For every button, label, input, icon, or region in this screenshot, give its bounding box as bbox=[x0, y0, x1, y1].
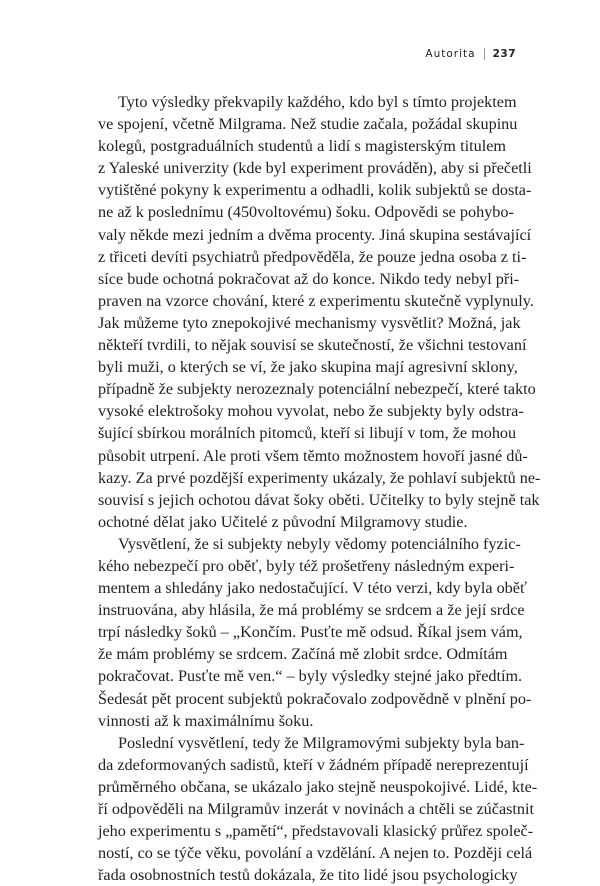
text-line: vinnosti až k maximálnímu šoku. bbox=[98, 711, 314, 730]
running-header bbox=[425, 48, 516, 60]
text-line: kolegů, postgraduálních studentů a lidí s magisterským titulem bbox=[98, 137, 506, 156]
text-line: souvisí s jejich ochotou dávat šoky oběti. Učitelky to byly stejně tak bbox=[98, 490, 540, 509]
text-line: průměrného občana, se ukázalo jako stejně neuspokojivé. Lidé, kte- bbox=[98, 777, 538, 796]
page-number: 237 bbox=[492, 48, 516, 60]
paragraph bbox=[98, 533, 532, 732]
text-line: ochotné dělat jako Učitelé z původní Milgramovy studie. bbox=[98, 512, 468, 531]
text-line: působit utrpení. Ale proti všem těmto možnostem hovoří jasné dů- bbox=[98, 446, 528, 465]
text-line: vytištěné pokyny k experimentu a odhadli, kolik subjektů se dosta- bbox=[98, 181, 532, 200]
text-line: instruována, aby hlásila, že má problémy se srdcem a že její srdce bbox=[98, 601, 525, 620]
text-line: Vysvětlení, že si subjekty nebyly vědomy potenciálního fyzic- bbox=[118, 534, 521, 553]
text-line: případně že subjekty nerozeznaly potenciální nebezpečí, které takto bbox=[98, 380, 536, 399]
text-line: Jak můžeme tyto znepokojivé mechanismy vysvětlit? Možná, jak bbox=[98, 313, 521, 332]
text-line: ností, co se týče věku, povolání a vzdělání. A nejen to. Později celá bbox=[98, 844, 533, 863]
text-line: že mám problémy se srdcem. Začíná mě zlobit srdce. Odmítám bbox=[98, 645, 508, 664]
text-line: da zdeformovaných sadistů, kteří v žádném případě nereprezentují bbox=[98, 755, 529, 774]
text-line: ne až k poslednímu (450voltovému) šoku. Odpovědi se pohybo- bbox=[98, 203, 514, 222]
text-line: Tyto výsledky překvapily každého, kdo byl s tímto projektem bbox=[118, 93, 517, 111]
text-line: ve spojení, včetně Milgrama. Než studie začala, požádal skupinu bbox=[98, 115, 518, 134]
text-line: valy někde mezi jedním a dvěma procenty. Jiná skupina sestávající bbox=[98, 225, 532, 244]
text-line: šující sbírkou morálních pitomců, kteří si libují v tom, že mohou bbox=[98, 424, 517, 443]
text-line: síce bude ochotná pokračovat až do konce. Nikdo tedy nebyl při- bbox=[98, 269, 520, 288]
text-line: pokračovat. Pusťte mě ven.“ – byly výsledky stejné jako předtím. bbox=[98, 667, 523, 686]
text-line: Šedesát pět procent subjektů pokračovalo zodpovědně v plnění po- bbox=[98, 689, 532, 708]
running-header-section: Autorita bbox=[425, 48, 476, 60]
text-line: někteří tvrdili, to nějak souvisí se skutečností, že všichni testovaní bbox=[98, 336, 527, 355]
text-line: kazy. Za prvé pozdější experimenty ukázaly, že pohlaví subjektů ne- bbox=[98, 468, 541, 487]
body-text bbox=[98, 91, 541, 886]
text-line: vysoké elektrošoky mohou vyvolat, nebo že subjekty byly odstra- bbox=[98, 402, 524, 421]
text-line: praven na vzorce chování, které z experimentu skutečně vyplynuly. bbox=[98, 291, 534, 310]
text-line: Poslední vysvětlení, tedy že Milgramovými subjekty byla ban- bbox=[118, 733, 525, 752]
text-line: ří odpověděli na Milgramův inzerát v novinách a chtěli se zúčastnit bbox=[98, 800, 535, 818]
paragraph bbox=[98, 91, 541, 533]
text-line: jeho experimentu s „pamětí“, představovali klasický průřez společ- bbox=[98, 822, 534, 841]
text-line: mentem a shledány jako nedostačující. V této verzi, kdy byla oběť bbox=[98, 579, 527, 598]
text-line: trpí následky šoků – „Končím. Pusťte mě odsud. Říkal jsem vám, bbox=[98, 623, 523, 642]
paragraph bbox=[98, 732, 538, 886]
text-line: kého nebezpečí pro oběť, byly též prošetřeny následným experi- bbox=[98, 556, 515, 575]
text-line: z Yaleské univerzity (kde byl experiment prováděn), aby si přečetli bbox=[98, 159, 532, 178]
header-divider bbox=[484, 48, 485, 60]
text-line: řada osobnostních testů dokázala, že tito lidé jsou psychologicky bbox=[98, 866, 518, 885]
text-line: byli muži, o kterých se ví, že jako skupina mají agresivní sklony, bbox=[98, 358, 518, 377]
text-line: z třiceti devíti psychiatrů předpověděla, že pouze jedna osoba z ti- bbox=[98, 247, 527, 266]
